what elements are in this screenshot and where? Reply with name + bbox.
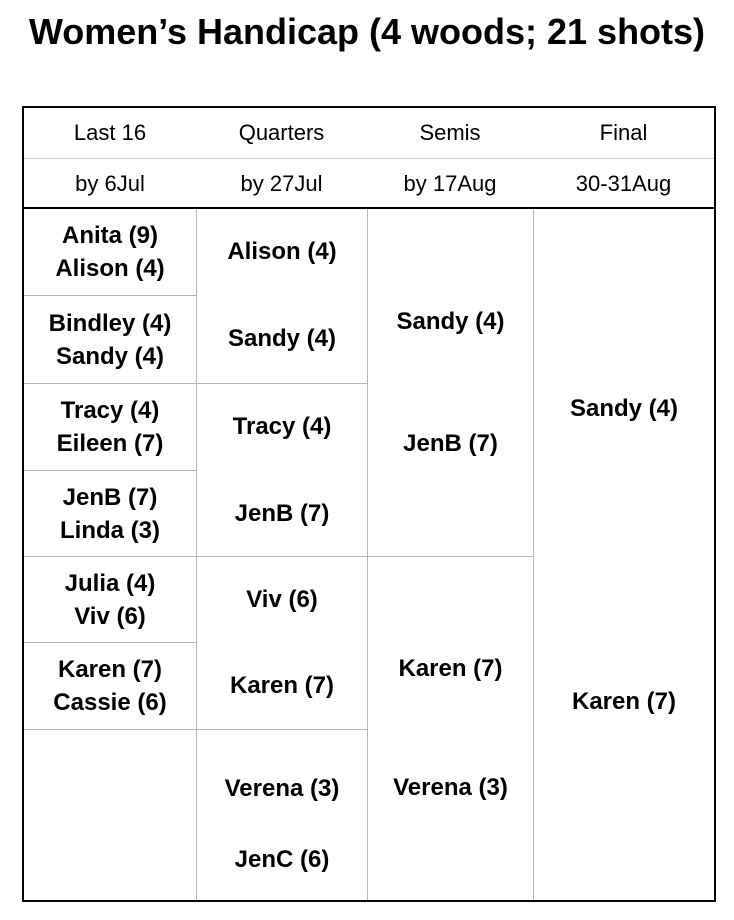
player-name: Sandy (4) [396, 308, 505, 335]
round-header-quarters: Quarters [238, 120, 325, 145]
player-name: Julia (4) [64, 569, 156, 597]
date-header-semis: by 17Aug [403, 170, 497, 196]
semis-column [368, 209, 534, 900]
player-name: Karen (7) [398, 655, 503, 682]
page-title: Women’s Handicap (4 woods; 21 shots) [28, 11, 706, 52]
bracket-table [22, 106, 716, 902]
match-cell [368, 209, 533, 557]
player-name: Cassie (6) [53, 689, 167, 716]
last16-column [24, 209, 197, 900]
player-name: Sandy (4) [55, 342, 165, 370]
player-name: JenB (7) [403, 430, 498, 457]
match-cell [197, 730, 367, 902]
player-name: Eileen (7) [56, 430, 164, 457]
finalist-name: Sandy (4) [569, 395, 679, 422]
player-name: Bindley (4) [48, 309, 172, 337]
player-name: Tracy (4) [60, 397, 160, 424]
finalist-name: Karen (7) [571, 688, 677, 715]
match-cell [197, 209, 367, 384]
player-name: Sandy (4) [227, 325, 337, 352]
round-header-semis: Semis [419, 120, 481, 145]
player-name: Viv (6) [74, 602, 146, 630]
player-name: Tracy (4) [232, 413, 332, 440]
player-name: Karen (7) [57, 656, 163, 683]
player-name: JenB (7) [234, 500, 330, 527]
round-header-row [24, 108, 714, 159]
date-header-last16: by 6Jul [75, 170, 145, 196]
player-name: Karen (7) [229, 672, 335, 699]
player-name: JenB (7) [62, 483, 158, 511]
date-header-row [24, 159, 714, 208]
player-name: Alison (4) [55, 255, 165, 282]
player-name: Verena (3) [224, 775, 340, 802]
date-header-final: 30-31Aug [575, 170, 672, 196]
date-header-quarters: by 27Jul [240, 170, 323, 196]
player-name: Anita (9) [62, 222, 158, 249]
match-cell [197, 557, 367, 730]
round-header-last16: Last 16 [73, 120, 147, 145]
match-cell [24, 471, 196, 557]
match-cell [368, 557, 533, 902]
player-name: Viv (6) [246, 586, 318, 613]
match-cell [24, 209, 196, 296]
player-name: JenC (6) [234, 846, 330, 873]
player-name: Alison (4) [227, 238, 337, 265]
match-cell [24, 557, 196, 643]
quarters-column [197, 209, 368, 900]
match-cell [24, 384, 196, 471]
player-name: Linda (3) [60, 516, 160, 544]
match-cell [24, 643, 196, 730]
match-cell [24, 296, 196, 384]
match-cell [197, 384, 367, 557]
final-column [534, 209, 714, 900]
round-header-final: Final [599, 120, 648, 145]
player-name: Verena (3) [393, 774, 508, 801]
